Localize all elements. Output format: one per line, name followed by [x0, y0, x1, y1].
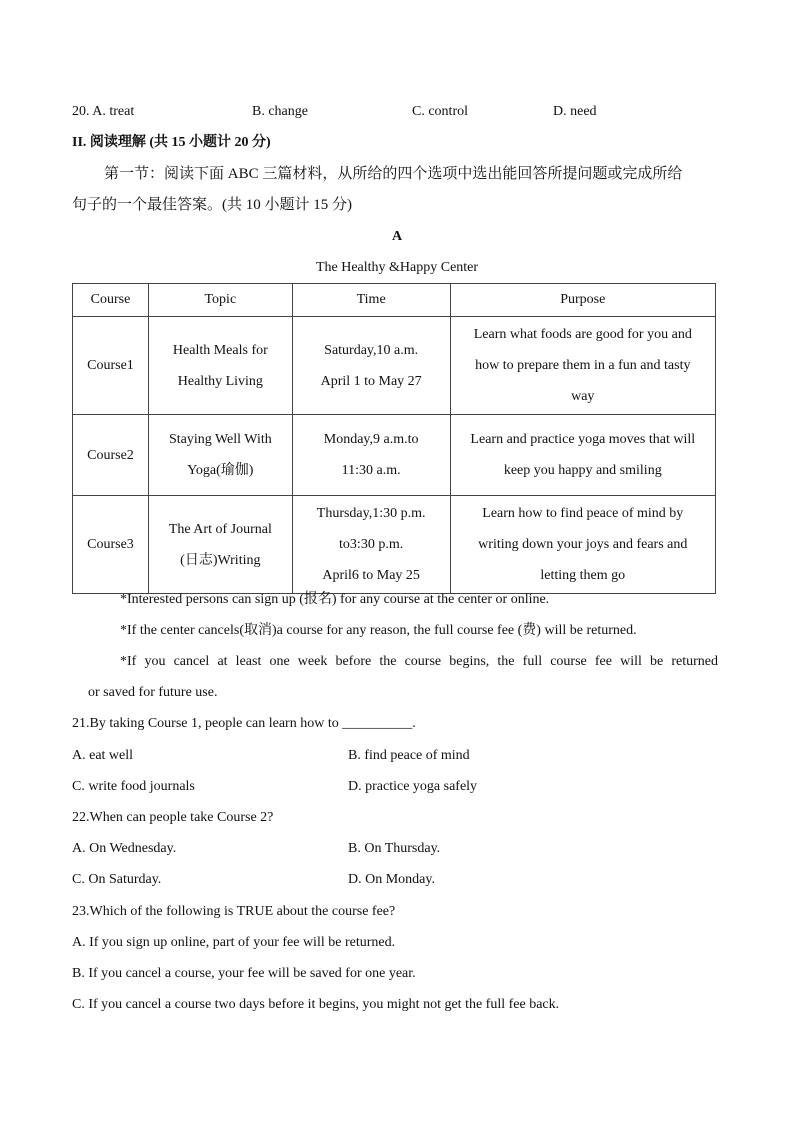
- cell-text: Saturday,10 a.m.: [324, 342, 419, 358]
- table-row: [73, 317, 716, 415]
- cell-text: letting them go: [540, 568, 626, 583]
- note-center-cancel: *If the center cancels(取消)a course for any reason, the full course fee (费) will be returned.: [120, 623, 637, 638]
- course-table: [72, 283, 716, 594]
- table-row: [73, 415, 716, 496]
- passage-letter: A: [391, 229, 403, 244]
- cell-text: how to prepare them in a fun and tasty: [475, 358, 691, 373]
- note-signup: *Interested persons can sign up (报名) for any course at the center or online.: [120, 592, 550, 607]
- cell-topic: [148, 317, 292, 415]
- note-user-cancel-cont: or saved for future use.: [88, 685, 218, 700]
- cell-text: way: [571, 389, 595, 404]
- cell-text: writing down your joys and fears and: [478, 537, 688, 552]
- section-heading: II. 阅读理解 (共 15 小题计 20 分): [72, 135, 271, 150]
- cell-text: (日志)Writing: [180, 552, 261, 568]
- cell-time: [292, 415, 450, 496]
- cell-text: Staying Well With: [168, 432, 272, 447]
- q23-stem: 23.Which of the following is TRUE about the course fee?: [72, 904, 396, 919]
- q21-option-a: A. eat well: [72, 748, 134, 763]
- header-course: Course: [73, 284, 149, 317]
- q22-option-b: B. On Thursday.: [348, 841, 441, 856]
- cell-text: The Art of Journal: [168, 521, 272, 537]
- cell-text: Yoga(瑜伽): [187, 463, 254, 478]
- q20-option-b: B. change: [252, 104, 308, 119]
- cell-time: [292, 496, 450, 594]
- passage-title: The Healthy &Happy Center: [315, 260, 479, 275]
- cell-text: Monday,9 a.m.to: [323, 432, 419, 447]
- cell-text: April 1 to May 27: [320, 373, 422, 389]
- cell-purpose: [450, 496, 715, 594]
- q21-stem: 21.By taking Course 1, people can learn how to __________.: [72, 716, 416, 731]
- table-row: [73, 496, 716, 594]
- cell-time: [292, 317, 450, 415]
- q23-option-a: A. If you sign up online, part of your fee will be returned.: [72, 935, 396, 950]
- q22-stem: 22.When can people take Course 2?: [72, 810, 274, 825]
- cell-text: Healthy Living: [177, 373, 263, 389]
- q23-option-c: C. If you cancel a course two days before it begins, you might not get the full fee back.: [72, 997, 560, 1012]
- note-user-cancel: *If you cancel at least one week before the course begins, the full course fee will be returned: [120, 654, 718, 669]
- q22-option-c: C. On Saturday.: [72, 872, 162, 887]
- cell-course: Course3: [73, 496, 149, 594]
- section-instruction-line2: 句子的一个最佳答案。(共 10 小题计 15 分): [72, 197, 352, 213]
- cell-purpose: [450, 317, 715, 415]
- q21-option-b: B. find peace of mind: [348, 748, 470, 763]
- cell-topic: [148, 415, 292, 496]
- q20-option-c: C. control: [412, 104, 468, 119]
- q21-option-c: C. write food journals: [72, 779, 195, 794]
- q20-option-a: 20. A. treat: [72, 104, 135, 119]
- cell-text: Thursday,1:30 p.m.: [316, 506, 426, 521]
- cell-text: Learn how to find peace of mind by: [482, 506, 684, 521]
- q22-option-d: D. On Monday.: [348, 872, 435, 887]
- cell-text: Learn and practice yoga moves that will: [470, 432, 696, 447]
- q23-option-b: B. If you cancel a course, your fee will be saved for one year.: [72, 966, 416, 981]
- cell-course: Course2: [73, 415, 149, 496]
- header-topic: Topic: [148, 284, 292, 317]
- cell-text: 11:30 a.m.: [341, 463, 401, 478]
- q22-option-a: A. On Wednesday.: [72, 841, 177, 856]
- section-instruction-line1: 第一节：阅读下面 ABC 三篇材料，从所给的四个选项中选出能回答所提问题或完成所给: [104, 166, 683, 182]
- q21-option-d: D. practice yoga safely: [348, 779, 478, 794]
- cell-text: keep you happy and smiling: [503, 463, 662, 478]
- cell-text: Health Meals for: [172, 342, 268, 358]
- header-purpose: Purpose: [450, 284, 715, 317]
- cell-text: April6 to May 25: [322, 568, 420, 583]
- cell-text: to3:30 p.m.: [339, 537, 404, 552]
- header-time: Time: [292, 284, 450, 317]
- cell-purpose: [450, 415, 715, 496]
- cell-course: Course1: [73, 317, 149, 415]
- table-header-row: [73, 284, 716, 317]
- q20-option-d: D. need: [553, 104, 597, 119]
- cell-topic: [148, 496, 292, 594]
- cell-text: Learn what foods are good for you and: [473, 327, 692, 342]
